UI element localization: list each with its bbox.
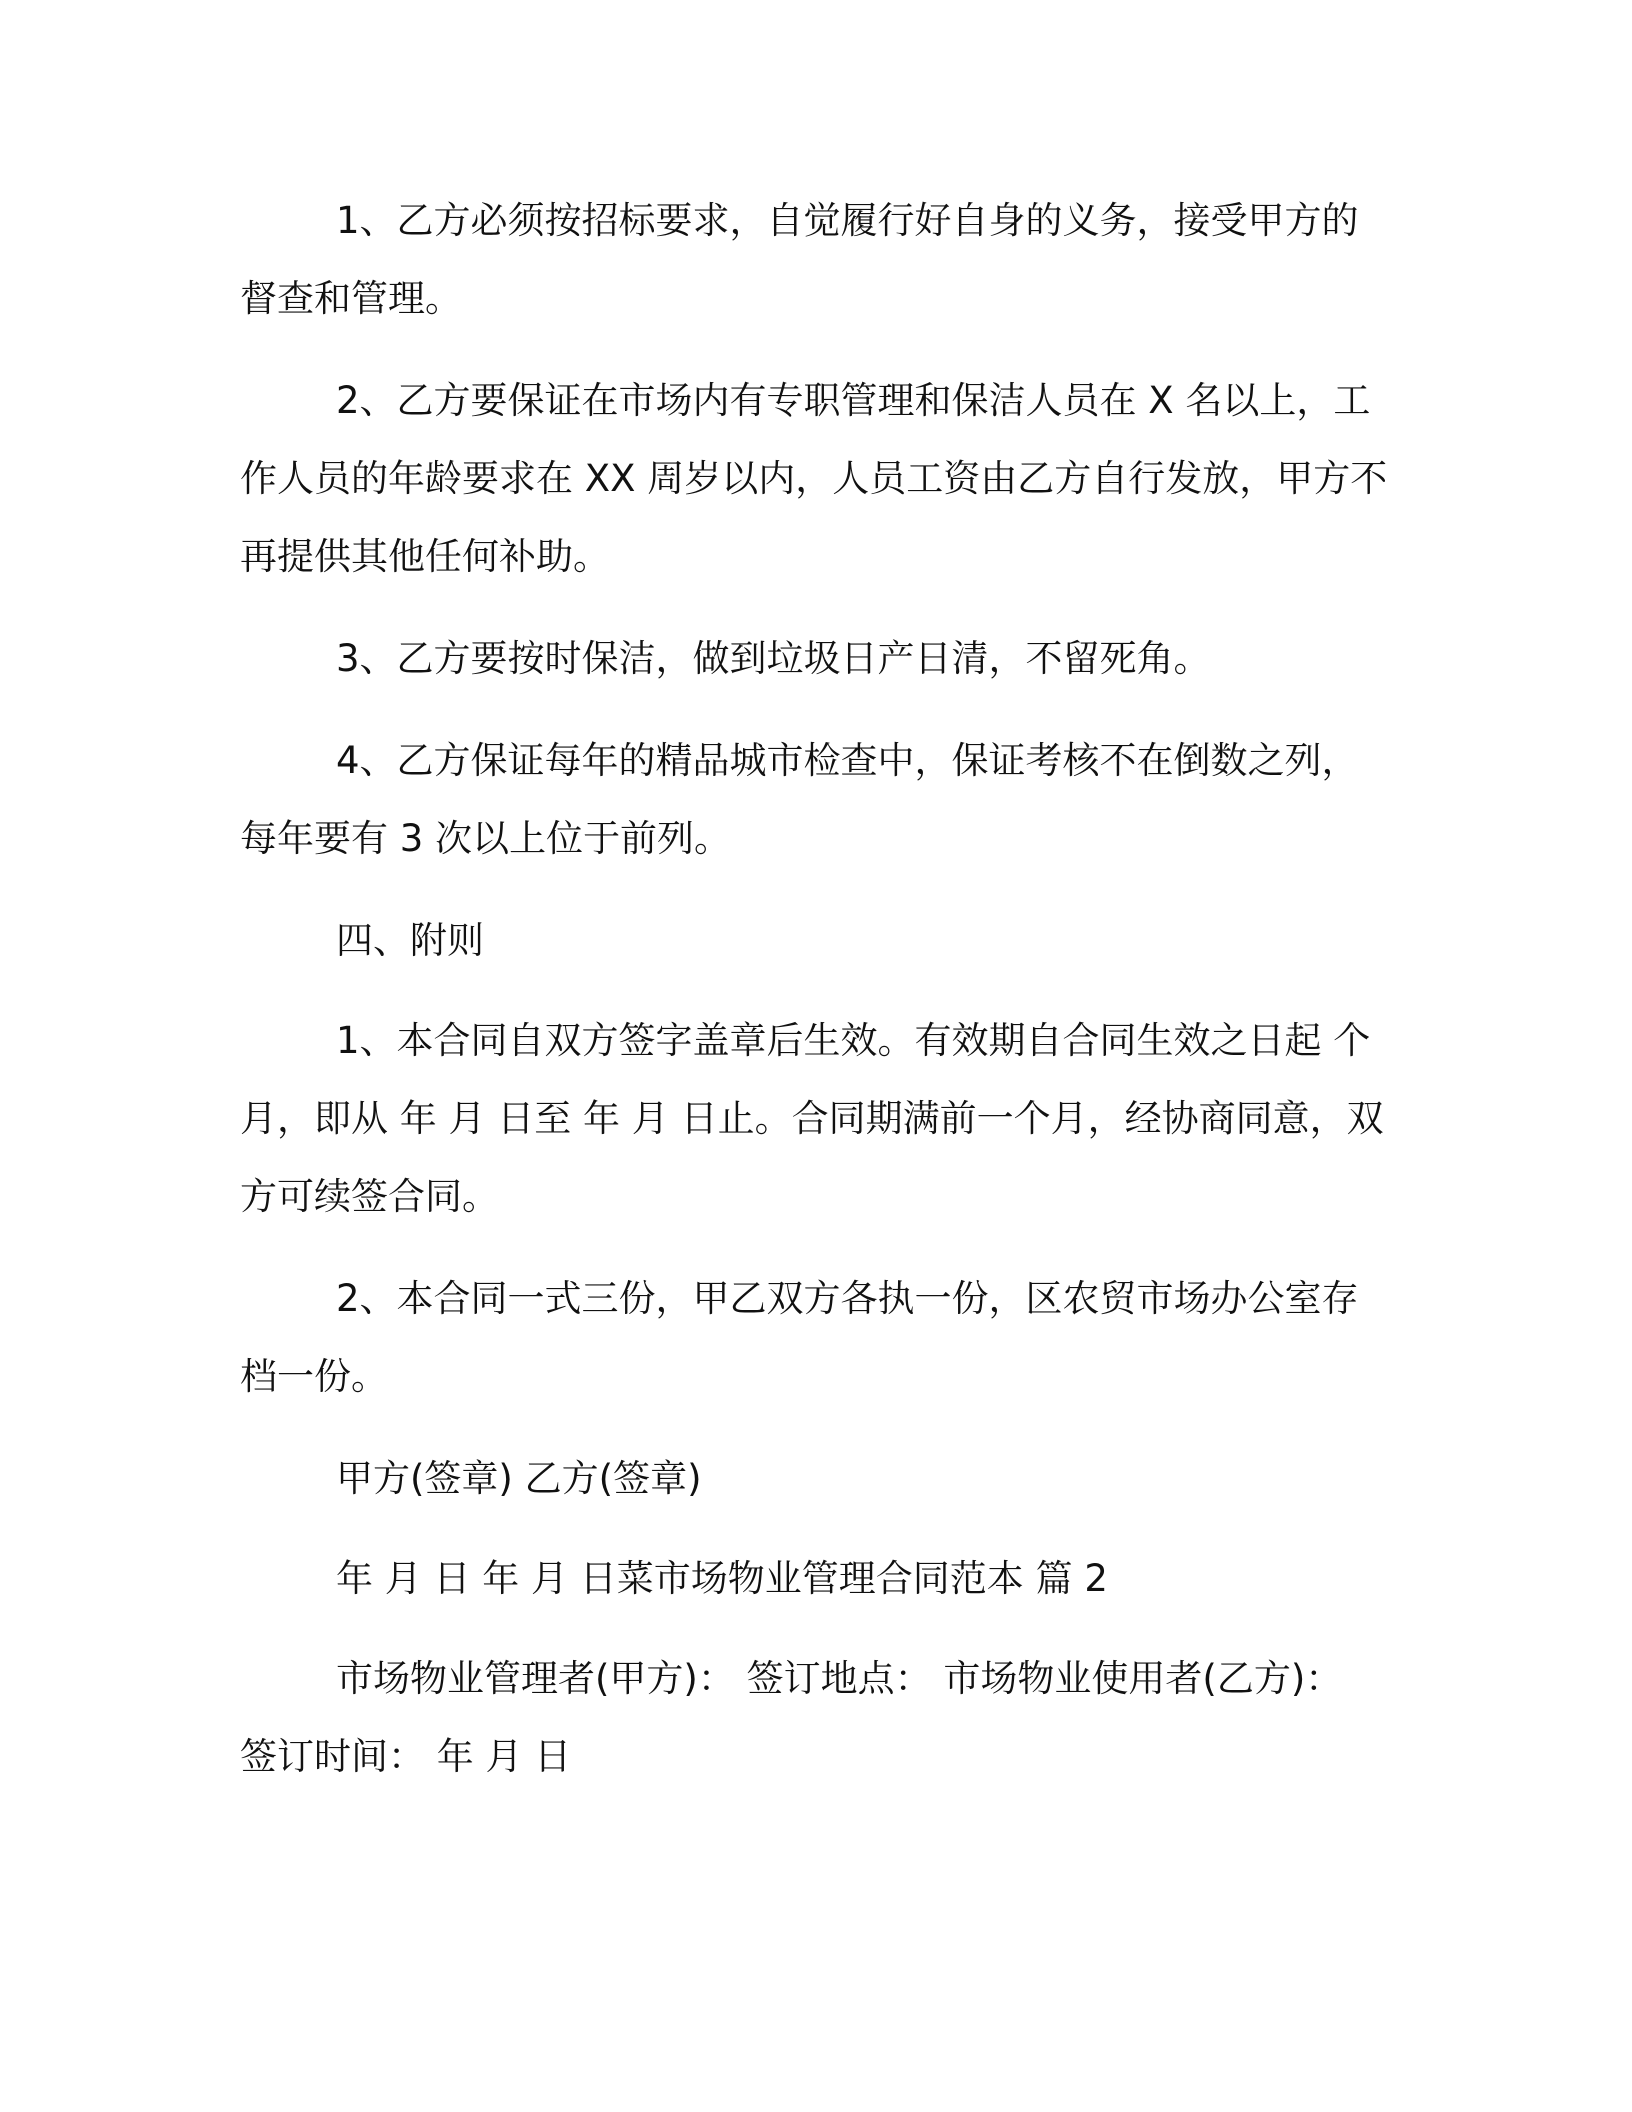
signature-line: 甲方(签章) 乙方(签章)	[336, 1457, 702, 1500]
date-and-title-line: 年 月 日 年 月 日菜市场物业管理合同范本 篇 2	[336, 1557, 1108, 1600]
document-body	[240, 182, 1388, 1796]
paragraph-appendix-1: 1、本合同自双方签字盖章后生效。有效期自合同生效之日起 个月，即从 年 月 日至 年 月 日止。合同期满前一个月，经协商同意，双方可续签合同。	[240, 1019, 1384, 1218]
paragraph-appendix-2: 2、本合同一式三份，甲乙双方各执一份，区农贸市场办公室存档一份。	[240, 1277, 1359, 1398]
paragraph-duty-2: 2、乙方要保证在市场内有专职管理和保洁人员在 X 名以上，工作人员的年龄要求在 XX 周岁以内，人员工资由乙方自行发放，甲方不再提供其他任何补助。	[240, 379, 1388, 578]
section-heading-appendix: 四、附则	[336, 919, 484, 962]
parties-info-line: 市场物业管理者(甲方)： 签订地点： 市场物业使用者(乙方)： 签订时间： 年 月 日	[240, 1657, 1343, 1778]
paragraph-duty-3: 3、乙方要按时保洁，做到垃圾日产日清，不留死角。	[336, 637, 1211, 680]
paragraph-duty-4: 4、乙方保证每年的精品城市检查中，保证考核不在倒数之列，每年要有 3 次以上位于前列。	[240, 739, 1359, 860]
paragraph-duty-1: 1、乙方必须按招标要求，自觉履行好自身的义务，接受甲方的督查和管理。	[240, 199, 1359, 320]
